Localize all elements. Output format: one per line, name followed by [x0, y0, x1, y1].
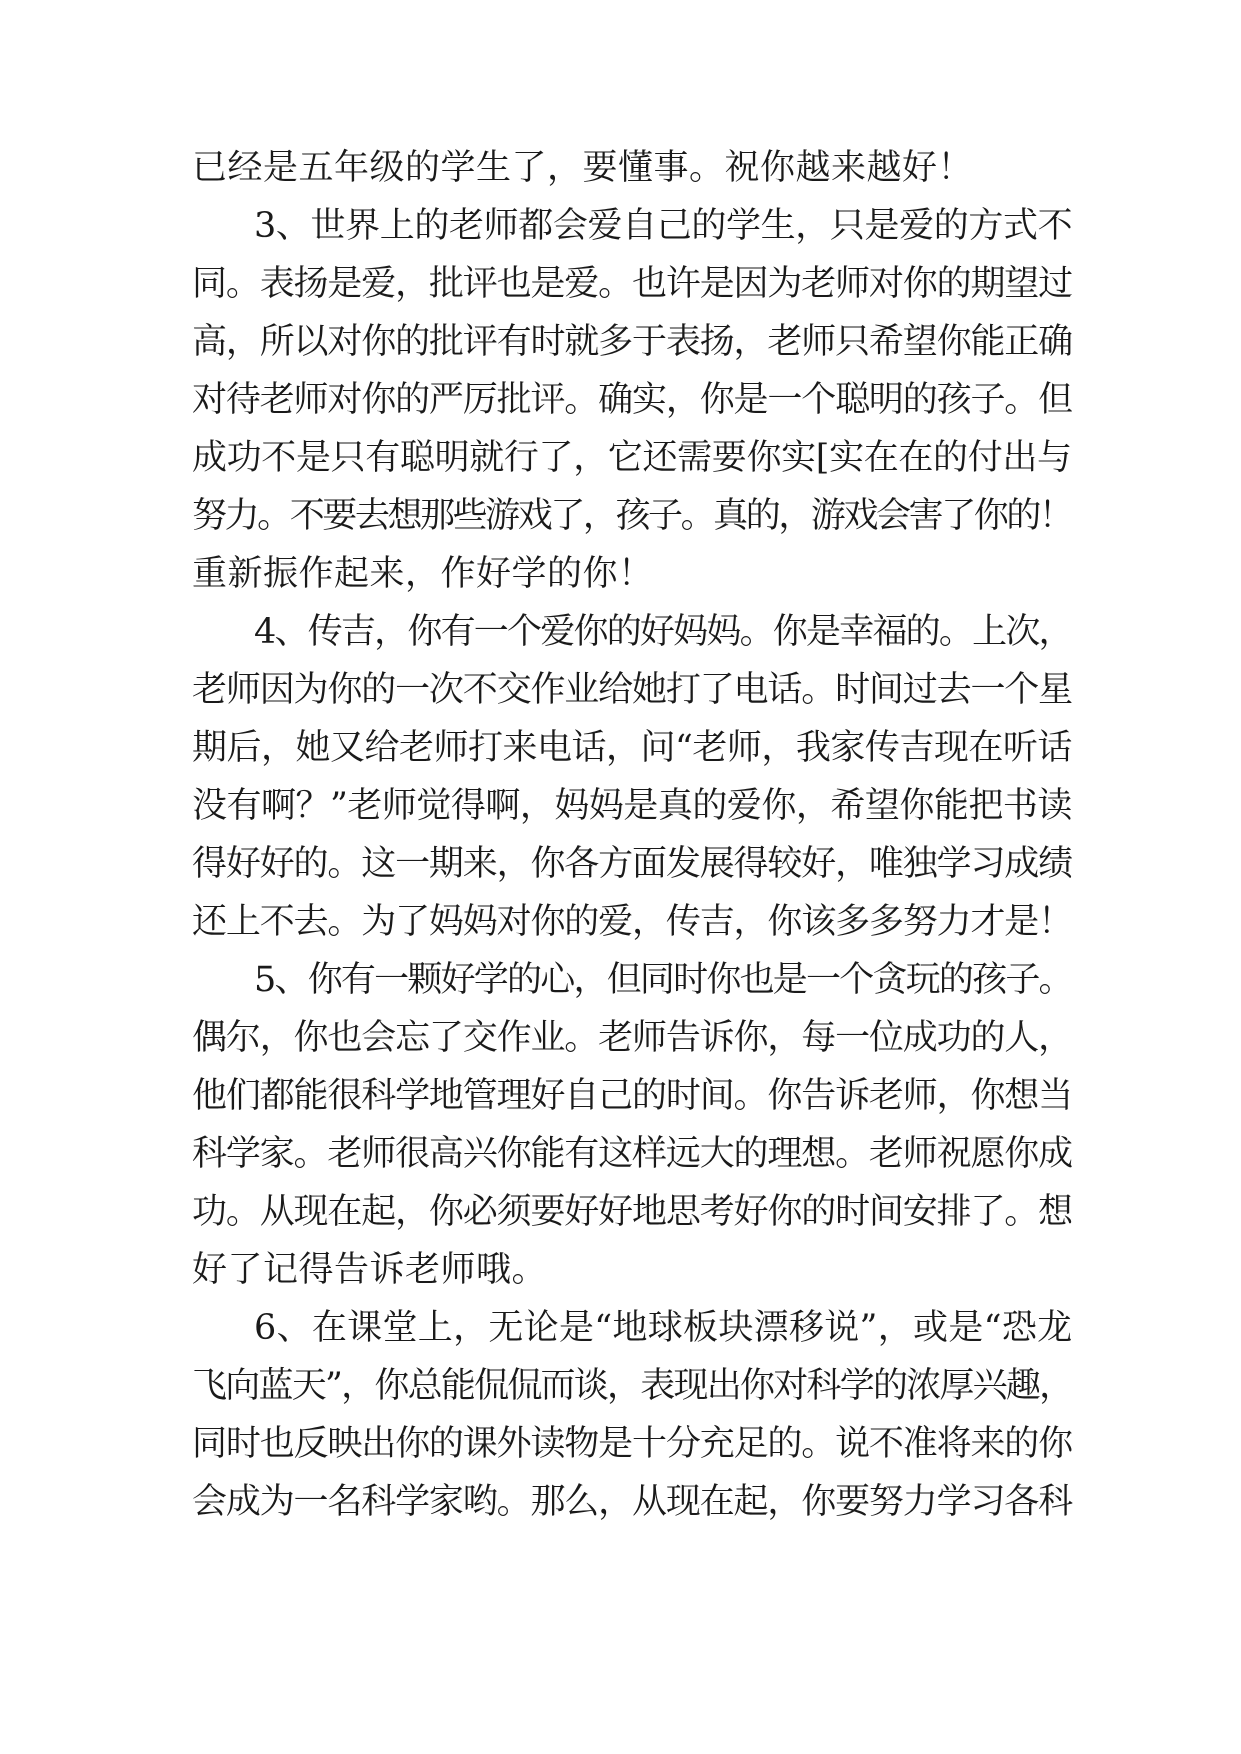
- text-line: 成功不是只有聪明就行了，它还需要你实[实在在的付出与: [192, 438, 1072, 478]
- text-line: 同。表扬是爱，批评也是爱。也许是因为老师对你的期望过: [192, 264, 1073, 304]
- text-line: 偶尔，你也会忘了交作业。老师告诉你，每一位成功的人，: [192, 1018, 1073, 1058]
- text-line: 功。从现在起，你必须要好好地思考好你的时间安排了。想: [192, 1192, 1073, 1232]
- text-line: 努力。不要去想那些游戏了，孩子。真的，游戏会害了你的！: [192, 496, 1072, 536]
- text-line: 已经是五年级的学生了，要懂事。祝你越来越好！: [192, 148, 974, 188]
- text-line: 飞向蓝天”，你总能侃侃而谈，表现出你对科学的浓厚兴趣，: [192, 1366, 1073, 1406]
- text-line: 期后，她又给老师打来电话，问“老师，我家传吉现在听话: [192, 728, 1072, 768]
- text-line: 没有啊？”老师觉得啊，妈妈是真的爱你，希望你能把书读: [192, 786, 1072, 826]
- text-line: 同时也反映出你的课外读物是十分充足的。说不准将来的你: [192, 1424, 1073, 1464]
- text-line: 重新振作起来，作好学的你！: [192, 554, 654, 594]
- text-line: 科学家。老师很高兴你能有这样远大的理想。老师祝愿你成: [192, 1134, 1073, 1174]
- paragraph-4-start: 4、传吉，你有一个爱你的好妈妈。你是幸福的。上次，: [254, 612, 1072, 652]
- text-line: 高，所以对你的批评有时就多于表扬，老师只希望你能正确: [192, 322, 1073, 362]
- text-line: 还上不去。为了妈妈对你的爱，传吉，你该多多努力才是！: [192, 902, 1073, 942]
- text-line: 老师因为你的一次不交作业给她打了电话。时间过去一个星: [192, 670, 1073, 710]
- text-line: 对待老师对你的严厉批评。确实，你是一个聪明的孩子。但: [192, 380, 1073, 420]
- text-line: 他们都能很科学地管理好自己的时间。你告诉老师，你想当: [192, 1076, 1073, 1116]
- text-line: 会成为一名科学家哟。那么，从现在起，你要努力学习各科: [192, 1482, 1073, 1522]
- paragraph-5-start: 5、你有一颗好学的心，但同时你也是一个贪玩的孩子。: [254, 960, 1072, 1000]
- text-line: 得好好的。这一期来，你各方面发展得较好，唯独学习成绩: [192, 844, 1073, 884]
- text-line: 好了记得告诉老师哦。: [192, 1250, 548, 1290]
- paragraph-6-start: 6、在课堂上，无论是“地球板块漂移说”，或是“恐龙: [254, 1308, 1073, 1348]
- paragraph-3-start: 3、世界上的老师都会爱自己的学生，只是爱的方式不: [254, 206, 1073, 246]
